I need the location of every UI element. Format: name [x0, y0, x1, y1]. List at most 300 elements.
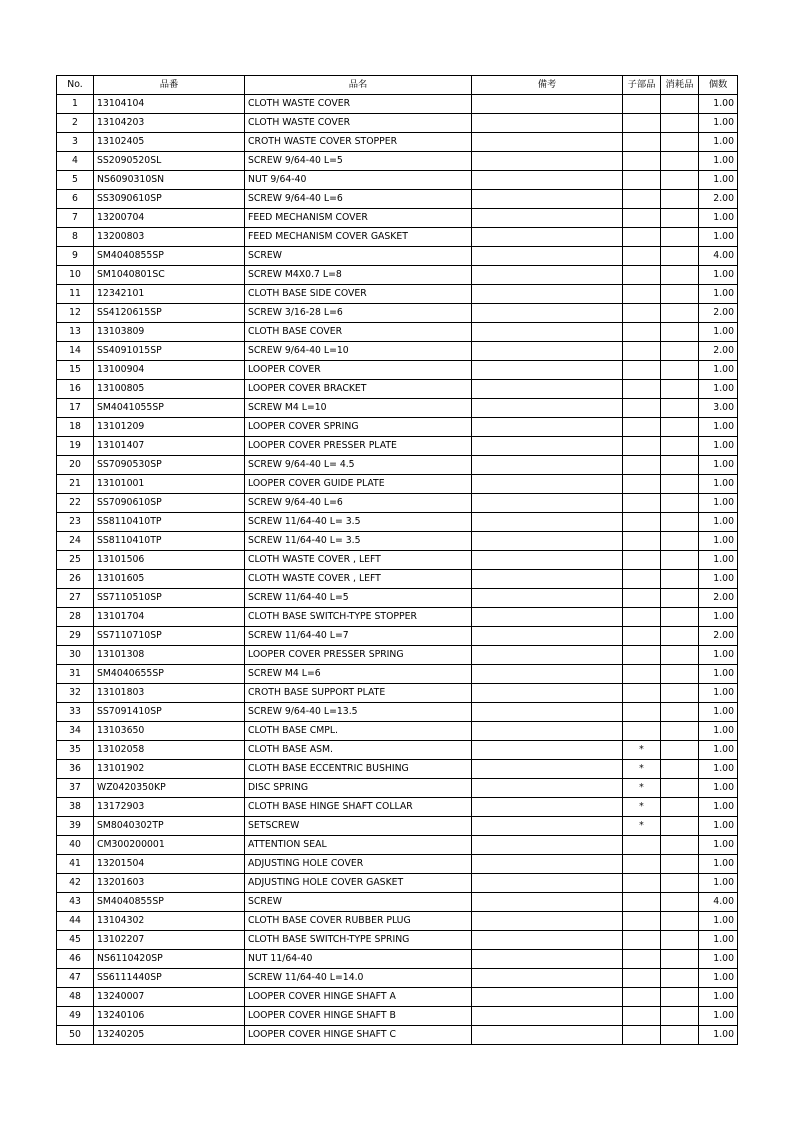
remarks-cell	[472, 209, 623, 228]
part-name: SCREW 11/64-40 L=5	[245, 589, 472, 608]
consumable-mark	[661, 342, 699, 361]
remarks-cell	[472, 456, 623, 475]
quantity: 1.00	[699, 114, 738, 133]
row-number: 44	[57, 912, 94, 931]
table-row	[57, 608, 738, 627]
consumable-mark	[661, 570, 699, 589]
subpart-mark	[623, 969, 661, 988]
subpart-mark	[623, 513, 661, 532]
consumable-mark	[661, 399, 699, 418]
table-row	[57, 266, 738, 285]
row-number: 7	[57, 209, 94, 228]
part-code: 13101308	[94, 646, 245, 665]
row-number: 31	[57, 665, 94, 684]
part-name: CLOTH WASTE COVER	[245, 95, 472, 114]
row-number: 6	[57, 190, 94, 209]
subpart-mark: *	[623, 817, 661, 836]
row-number: 4	[57, 152, 94, 171]
row-number: 15	[57, 361, 94, 380]
part-name: CLOTH BASE SIDE COVER	[245, 285, 472, 304]
consumable-mark	[661, 1007, 699, 1026]
remarks-cell	[472, 342, 623, 361]
part-name: LOOPER COVER SPRING	[245, 418, 472, 437]
subpart-mark	[623, 684, 661, 703]
remarks-cell	[472, 171, 623, 190]
row-number: 21	[57, 475, 94, 494]
quantity: 1.00	[699, 646, 738, 665]
remarks-cell	[472, 1007, 623, 1026]
table-row	[57, 152, 738, 171]
consumable-mark	[661, 836, 699, 855]
part-name: NUT 11/64-40	[245, 950, 472, 969]
part-name: SCREW M4 L=6	[245, 665, 472, 684]
table-row	[57, 627, 738, 646]
subpart-mark	[623, 456, 661, 475]
row-number: 24	[57, 532, 94, 551]
part-name: FEED MECHANISM COVER	[245, 209, 472, 228]
table-row	[57, 494, 738, 513]
subpart-mark	[623, 380, 661, 399]
consumable-mark	[661, 855, 699, 874]
quantity: 1.00	[699, 855, 738, 874]
part-name: CLOTH BASE ASM.	[245, 741, 472, 760]
row-number: 11	[57, 285, 94, 304]
part-name: DISC SPRING	[245, 779, 472, 798]
remarks-cell	[472, 836, 623, 855]
consumable-mark	[661, 323, 699, 342]
part-name: SCREW M4 L=10	[245, 399, 472, 418]
part-code: SM4041055SP	[94, 399, 245, 418]
quantity: 2.00	[699, 304, 738, 323]
table-row	[57, 969, 738, 988]
row-number: 45	[57, 931, 94, 950]
part-name: SCREW 9/64-40 L=5	[245, 152, 472, 171]
part-code: 13101704	[94, 608, 245, 627]
table-row	[57, 779, 738, 798]
table-row	[57, 323, 738, 342]
row-number: 9	[57, 247, 94, 266]
part-name: CLOTH BASE COVER	[245, 323, 472, 342]
quantity: 1.00	[699, 969, 738, 988]
part-name: SCREW	[245, 247, 472, 266]
part-code: WZ0420350KP	[94, 779, 245, 798]
table-row	[57, 589, 738, 608]
row-number: 49	[57, 1007, 94, 1026]
row-number: 41	[57, 855, 94, 874]
row-number: 48	[57, 988, 94, 1007]
part-code: SS7110710SP	[94, 627, 245, 646]
part-code: 13100805	[94, 380, 245, 399]
consumable-mark	[661, 247, 699, 266]
subpart-mark	[623, 209, 661, 228]
consumable-mark	[661, 874, 699, 893]
row-number: 50	[57, 1026, 94, 1045]
part-name: SCREW 9/64-40 L=6	[245, 190, 472, 209]
part-code: 13101803	[94, 684, 245, 703]
row-number: 35	[57, 741, 94, 760]
remarks-cell	[472, 665, 623, 684]
table-row	[57, 475, 738, 494]
remarks-cell	[472, 285, 623, 304]
quantity: 1.00	[699, 532, 738, 551]
part-name: LOOPER COVER BRACKET	[245, 380, 472, 399]
consumable-mark	[661, 456, 699, 475]
row-number: 22	[57, 494, 94, 513]
quantity: 1.00	[699, 266, 738, 285]
part-code: 13240106	[94, 1007, 245, 1026]
consumable-mark	[661, 988, 699, 1007]
consumable-mark	[661, 798, 699, 817]
part-name: SCREW 3/16-28 L=6	[245, 304, 472, 323]
part-code: 13102207	[94, 931, 245, 950]
part-name: CLOTH BASE SWITCH-TYPE STOPPER	[245, 608, 472, 627]
header-quantity: 個数	[699, 76, 738, 95]
part-name: LOOPER COVER GUIDE PLATE	[245, 475, 472, 494]
table-row	[57, 114, 738, 133]
part-name: ADJUSTING HOLE COVER GASKET	[245, 874, 472, 893]
remarks-cell	[472, 874, 623, 893]
consumable-mark	[661, 304, 699, 323]
consumable-mark	[661, 893, 699, 912]
part-code: SS8110410TP	[94, 532, 245, 551]
remarks-cell	[472, 589, 623, 608]
table-row	[57, 532, 738, 551]
consumable-mark	[661, 627, 699, 646]
row-number: 28	[57, 608, 94, 627]
remarks-cell	[472, 95, 623, 114]
table-row	[57, 912, 738, 931]
table-row	[57, 437, 738, 456]
remarks-cell	[472, 228, 623, 247]
header-part-name: 品名	[245, 76, 472, 95]
quantity: 1.00	[699, 931, 738, 950]
table-row	[57, 361, 738, 380]
consumable-mark	[661, 760, 699, 779]
part-name: SCREW 11/64-40 L= 3.5	[245, 513, 472, 532]
part-code: 13240007	[94, 988, 245, 1007]
part-name: SCREW 11/64-40 L= 3.5	[245, 532, 472, 551]
consumable-mark	[661, 285, 699, 304]
row-number: 26	[57, 570, 94, 589]
part-name: CLOTH WASTE COVER , LEFT	[245, 570, 472, 589]
remarks-cell	[472, 418, 623, 437]
part-code: 13103809	[94, 323, 245, 342]
quantity: 2.00	[699, 627, 738, 646]
subpart-mark: *	[623, 779, 661, 798]
subpart-mark	[623, 266, 661, 285]
quantity: 1.00	[699, 361, 738, 380]
consumable-mark	[661, 608, 699, 627]
quantity: 1.00	[699, 912, 738, 931]
subpart-mark	[623, 570, 661, 589]
part-name: SCREW 9/64-40 L=6	[245, 494, 472, 513]
subpart-mark	[623, 912, 661, 931]
remarks-cell	[472, 779, 623, 798]
remarks-cell	[472, 703, 623, 722]
row-number: 36	[57, 760, 94, 779]
quantity: 1.00	[699, 152, 738, 171]
part-code: SM4040855SP	[94, 893, 245, 912]
table-row	[57, 228, 738, 247]
part-code: 13102405	[94, 133, 245, 152]
table-row	[57, 513, 738, 532]
part-name: CROTH WASTE COVER STOPPER	[245, 133, 472, 152]
part-code: SS4091015SP	[94, 342, 245, 361]
quantity: 2.00	[699, 589, 738, 608]
table-row	[57, 874, 738, 893]
table-row	[57, 247, 738, 266]
subpart-mark	[623, 722, 661, 741]
consumable-mark	[661, 190, 699, 209]
remarks-cell	[472, 114, 623, 133]
quantity: 1.00	[699, 570, 738, 589]
quantity: 4.00	[699, 893, 738, 912]
remarks-cell	[472, 399, 623, 418]
part-code: NS6110420SP	[94, 950, 245, 969]
header-remarks: 備考	[472, 76, 623, 95]
remarks-cell	[472, 1026, 623, 1045]
row-number: 12	[57, 304, 94, 323]
row-number: 37	[57, 779, 94, 798]
part-name: SCREW 9/64-40 L=13.5	[245, 703, 472, 722]
subpart-mark	[623, 494, 661, 513]
part-code: SS7090530SP	[94, 456, 245, 475]
part-code: SM8040302TP	[94, 817, 245, 836]
quantity: 1.00	[699, 703, 738, 722]
subpart-mark	[623, 304, 661, 323]
part-code: SS2090520SL	[94, 152, 245, 171]
subpart-mark	[623, 893, 661, 912]
row-number: 18	[57, 418, 94, 437]
part-code: 13104302	[94, 912, 245, 931]
remarks-cell	[472, 912, 623, 931]
quantity: 1.00	[699, 380, 738, 399]
subpart-mark: *	[623, 741, 661, 760]
remarks-cell	[472, 627, 623, 646]
part-name: ATTENTION SEAL	[245, 836, 472, 855]
subpart-mark	[623, 475, 661, 494]
remarks-cell	[472, 817, 623, 836]
table-row	[57, 190, 738, 209]
table-row	[57, 760, 738, 779]
table-row	[57, 855, 738, 874]
table-row	[57, 798, 738, 817]
part-name: LOOPER COVER HINGE SHAFT B	[245, 1007, 472, 1026]
quantity: 1.00	[699, 1026, 738, 1045]
subpart-mark	[623, 551, 661, 570]
row-number: 30	[57, 646, 94, 665]
table-row	[57, 817, 738, 836]
table-row	[57, 209, 738, 228]
part-code: SM4040855SP	[94, 247, 245, 266]
part-code: 13172903	[94, 798, 245, 817]
part-name: SCREW 11/64-40 L=7	[245, 627, 472, 646]
quantity: 1.00	[699, 722, 738, 741]
subpart-mark	[623, 95, 661, 114]
subpart-mark	[623, 285, 661, 304]
subpart-mark	[623, 228, 661, 247]
table-row	[57, 931, 738, 950]
subpart-mark	[623, 418, 661, 437]
consumable-mark	[661, 494, 699, 513]
subpart-mark	[623, 836, 661, 855]
consumable-mark	[661, 361, 699, 380]
row-number: 16	[57, 380, 94, 399]
quantity: 1.00	[699, 171, 738, 190]
consumable-mark	[661, 380, 699, 399]
consumable-mark	[661, 722, 699, 741]
part-code: 13103650	[94, 722, 245, 741]
part-code: CM300200001	[94, 836, 245, 855]
part-name: CROTH BASE SUPPORT PLATE	[245, 684, 472, 703]
part-code: 13101506	[94, 551, 245, 570]
row-number: 13	[57, 323, 94, 342]
table-row	[57, 95, 738, 114]
table-row	[57, 646, 738, 665]
row-number: 17	[57, 399, 94, 418]
part-name: SCREW	[245, 893, 472, 912]
subpart-mark	[623, 988, 661, 1007]
consumable-mark	[661, 437, 699, 456]
quantity: 2.00	[699, 342, 738, 361]
remarks-cell	[472, 475, 623, 494]
part-name: CLOTH BASE CMPL.	[245, 722, 472, 741]
quantity: 1.00	[699, 608, 738, 627]
table-row	[57, 950, 738, 969]
quantity: 1.00	[699, 665, 738, 684]
row-number: 33	[57, 703, 94, 722]
parts-list-table	[56, 75, 738, 1045]
consumable-mark	[661, 1026, 699, 1045]
consumable-mark	[661, 779, 699, 798]
remarks-cell	[472, 684, 623, 703]
remarks-cell	[472, 152, 623, 171]
remarks-cell	[472, 608, 623, 627]
header-part-code: 品番	[94, 76, 245, 95]
remarks-cell	[472, 513, 623, 532]
quantity: 1.00	[699, 874, 738, 893]
part-code: NS6090310SN	[94, 171, 245, 190]
part-name: CLOTH WASTE COVER	[245, 114, 472, 133]
part-code: SM4040655SP	[94, 665, 245, 684]
subpart-mark	[623, 703, 661, 722]
table-body	[57, 95, 738, 1045]
table-row	[57, 893, 738, 912]
subpart-mark	[623, 665, 661, 684]
remarks-cell	[472, 304, 623, 323]
part-code: SS7110510SP	[94, 589, 245, 608]
row-number: 32	[57, 684, 94, 703]
part-name: SCREW 11/64-40 L=14.0	[245, 969, 472, 988]
part-name: CLOTH BASE COVER RUBBER PLUG	[245, 912, 472, 931]
table-row	[57, 133, 738, 152]
quantity: 1.00	[699, 323, 738, 342]
part-name: CLOTH BASE ECCENTRIC BUSHING	[245, 760, 472, 779]
subpart-mark	[623, 1026, 661, 1045]
quantity: 1.00	[699, 513, 738, 532]
part-code: 13101001	[94, 475, 245, 494]
remarks-cell	[472, 247, 623, 266]
part-code: 13100904	[94, 361, 245, 380]
quantity: 1.00	[699, 836, 738, 855]
row-number: 23	[57, 513, 94, 532]
table-row	[57, 1026, 738, 1045]
row-number: 14	[57, 342, 94, 361]
remarks-cell	[472, 551, 623, 570]
table-header-row	[57, 76, 738, 95]
quantity: 1.00	[699, 437, 738, 456]
quantity: 1.00	[699, 209, 738, 228]
quantity: 1.00	[699, 779, 738, 798]
consumable-mark	[661, 171, 699, 190]
quantity: 3.00	[699, 399, 738, 418]
row-number: 47	[57, 969, 94, 988]
subpart-mark	[623, 627, 661, 646]
table-row	[57, 570, 738, 589]
consumable-mark	[661, 475, 699, 494]
table-row	[57, 665, 738, 684]
remarks-cell	[472, 361, 623, 380]
part-name: CLOTH BASE HINGE SHAFT COLLAR	[245, 798, 472, 817]
consumable-mark	[661, 114, 699, 133]
remarks-cell	[472, 190, 623, 209]
quantity: 1.00	[699, 95, 738, 114]
row-number: 40	[57, 836, 94, 855]
subpart-mark	[623, 589, 661, 608]
row-number: 42	[57, 874, 94, 893]
part-name: NUT 9/64-40	[245, 171, 472, 190]
part-code: SS7090610SP	[94, 494, 245, 513]
part-name: FEED MECHANISM COVER GASKET	[245, 228, 472, 247]
header-no: No.	[57, 76, 94, 95]
part-code: SS8110410TP	[94, 513, 245, 532]
row-number: 29	[57, 627, 94, 646]
remarks-cell	[472, 532, 623, 551]
quantity: 1.00	[699, 494, 738, 513]
table-row	[57, 399, 738, 418]
part-name: SCREW M4X0.7 L=8	[245, 266, 472, 285]
row-number: 3	[57, 133, 94, 152]
table-row	[57, 456, 738, 475]
remarks-cell	[472, 380, 623, 399]
part-code: SM1040801SC	[94, 266, 245, 285]
table-row	[57, 836, 738, 855]
remarks-cell	[472, 950, 623, 969]
quantity: 1.00	[699, 760, 738, 779]
remarks-cell	[472, 133, 623, 152]
part-code: 13240205	[94, 1026, 245, 1045]
part-name: LOOPER COVER PRESSER PLATE	[245, 437, 472, 456]
consumable-mark	[661, 817, 699, 836]
remarks-cell	[472, 988, 623, 1007]
table-row	[57, 304, 738, 323]
consumable-mark	[661, 133, 699, 152]
consumable-mark	[661, 209, 699, 228]
subpart-mark	[623, 171, 661, 190]
quantity: 1.00	[699, 475, 738, 494]
row-number: 10	[57, 266, 94, 285]
subpart-mark	[623, 855, 661, 874]
subpart-mark	[623, 874, 661, 893]
part-code: SS4120615SP	[94, 304, 245, 323]
quantity: 1.00	[699, 798, 738, 817]
subpart-mark	[623, 247, 661, 266]
subpart-mark	[623, 1007, 661, 1026]
subpart-mark	[623, 399, 661, 418]
part-code: 13200803	[94, 228, 245, 247]
remarks-cell	[472, 855, 623, 874]
table-row	[57, 551, 738, 570]
